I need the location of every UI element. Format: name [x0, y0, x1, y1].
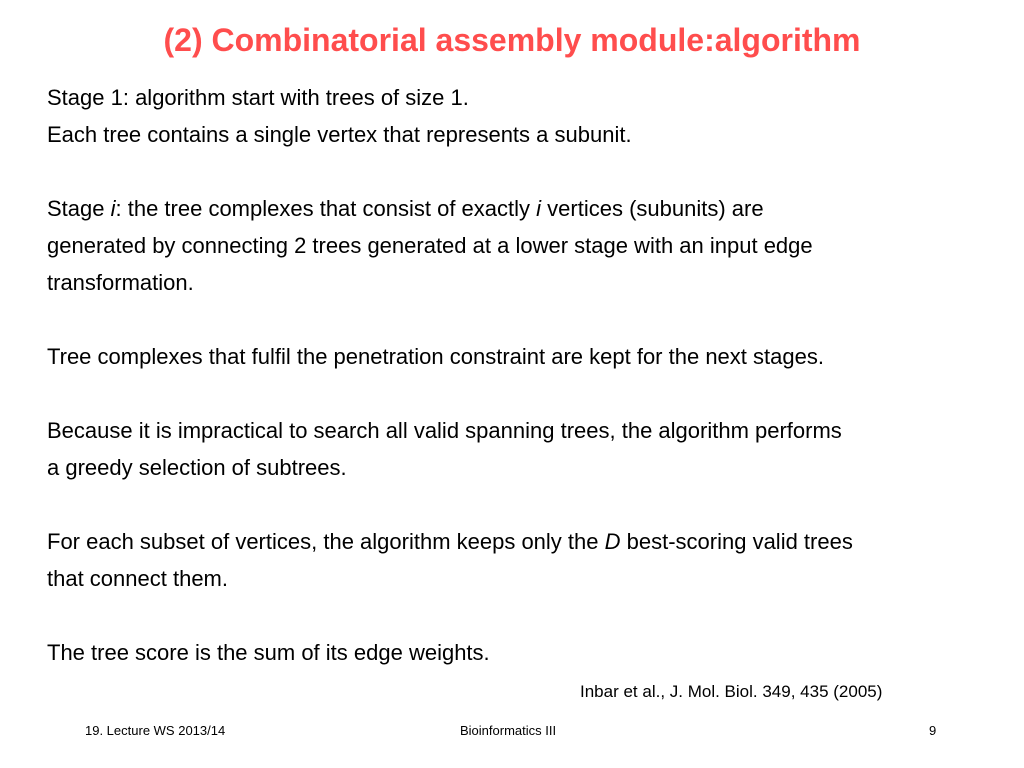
stage-i-line2: generated by connecting 2 trees generated at a lower stage with an input edge [47, 233, 813, 258]
stage-i-variable-2: i [536, 196, 542, 221]
stage1-line1: Stage 1: algorithm start with trees of size 1. [47, 85, 469, 110]
stage-i-suffix: vertices (subunits) are [541, 196, 764, 221]
stage-i-variable: i [110, 196, 116, 221]
paragraph-gap [47, 153, 1007, 190]
paragraph-gap [47, 375, 1007, 412]
footer-lecture: 19. Lecture WS 2013/14 [85, 723, 226, 738]
subset-line1 [47, 523, 1007, 560]
penetration-line1: Tree complexes that fulfil the penetration constraint are kept for the next stages. [47, 344, 824, 369]
slide-body [47, 79, 1007, 671]
paragraph-gap [47, 486, 1007, 523]
stage1-line2: Each tree contains a single vertex that represents a subunit. [47, 122, 632, 147]
stage-i-line1 [47, 190, 1007, 227]
slide-title: (2) Combinatorial assembly module:algorithm [163, 22, 861, 58]
paragraph-gap [47, 597, 1007, 634]
subset-prefix: For each subset of vertices, the algorithm keeps only the [47, 529, 605, 554]
score-line1: The tree score is the sum of its edge weights. [47, 640, 490, 665]
subset-line2: that connect them. [47, 566, 228, 591]
subset-suffix: best-scoring valid trees [620, 529, 853, 554]
greedy-line2: a greedy selection of subtrees. [47, 455, 347, 480]
stage-i-middle: : the tree complexes that consist of exactly [115, 196, 537, 221]
paragraph-gap [47, 301, 1007, 338]
greedy-line1: Because it is impractical to search all valid spanning trees, the algorithm performs [47, 418, 842, 443]
stage-i-prefix: Stage [47, 196, 111, 221]
stage-i-line3: transformation. [47, 270, 194, 295]
page-number: 9 [929, 723, 937, 738]
subset-variable-d: D [604, 529, 621, 554]
citation: Inbar et al., J. Mol. Biol. 349, 435 (2005) [580, 682, 883, 701]
footer-course: Bioinformatics III [460, 723, 557, 738]
